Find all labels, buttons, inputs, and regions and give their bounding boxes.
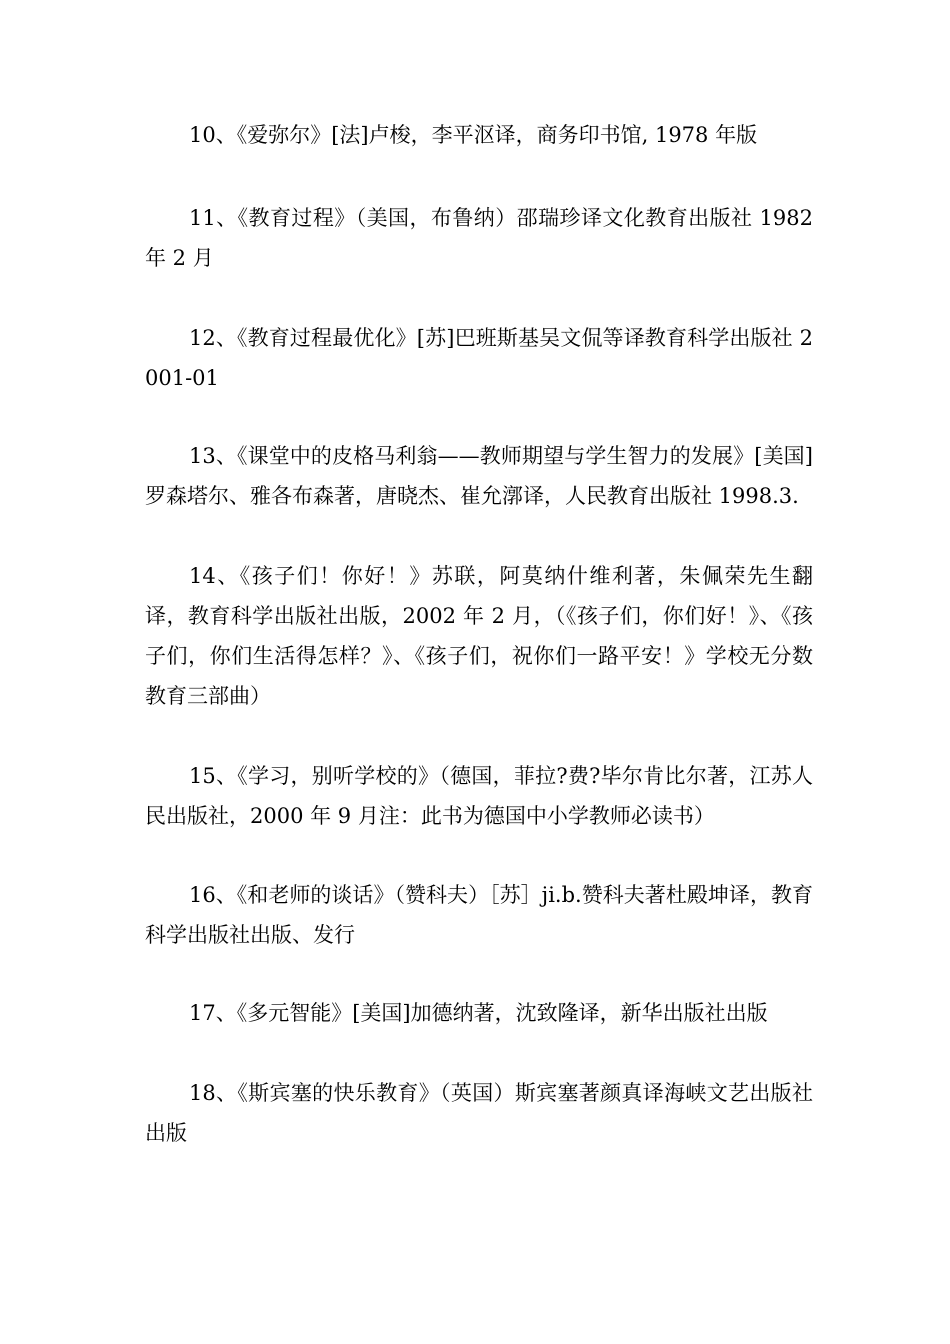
reference-entry-13: 13、《课堂中的皮格马利翁——教师期望与学生智力的发展》[美国]罗森塔尔、雅各布森著，唐晓杰、崔允漷译，人民教育出版社 1998.3. <box>145 444 813 508</box>
reference-entry-18: 18、《斯宾塞的快乐教育》（英国）斯宾塞著颜真译海峡文艺出版社出版 <box>145 1081 813 1145</box>
reference-entry-12: 12、《教育过程最优化》[苏]巴班斯基吴文侃等译教育科学出版社 2001-01 <box>145 326 813 390</box>
reference-entry-15: 15、《学习，别听学校的》（德国，菲拉?费?毕尔肯比尔著，江苏人民出版社，2000 年 9 月注：此书为德国中小学教师必读书） <box>145 764 813 828</box>
reference-entry-11: 11、《教育过程》（美国，布鲁纳）邵瑞珍译文化教育出版社 1982 年 2 月 <box>145 206 813 270</box>
reference-entry-17: 17、《多元智能》[美国]加德纳著，沈致隆译，新华出版社出版 <box>189 1001 768 1025</box>
reference-entry-10: 10、《爱弥尔》[法]卢梭，李平沤译，商务印书馆, 1978 年版 <box>189 123 758 147</box>
reference-entry-14: 14、《孩子们！你好！》苏联，阿莫纳什维利著，朱佩荣先生翻译，教育科学出版社出版，2002 年 2 月，（《孩子们，你们好！》、《孩子们，你们生活得怎样？》、《孩子们，祝你们一路平安！》学校无分数教育三部曲） <box>145 564 813 708</box>
reference-entry-16: 16、《和老师的谈话》（赞科夫）［苏］ji.b.赞科夫著杜殿坤译，教育科学出版社出版、发行 <box>145 883 813 947</box>
